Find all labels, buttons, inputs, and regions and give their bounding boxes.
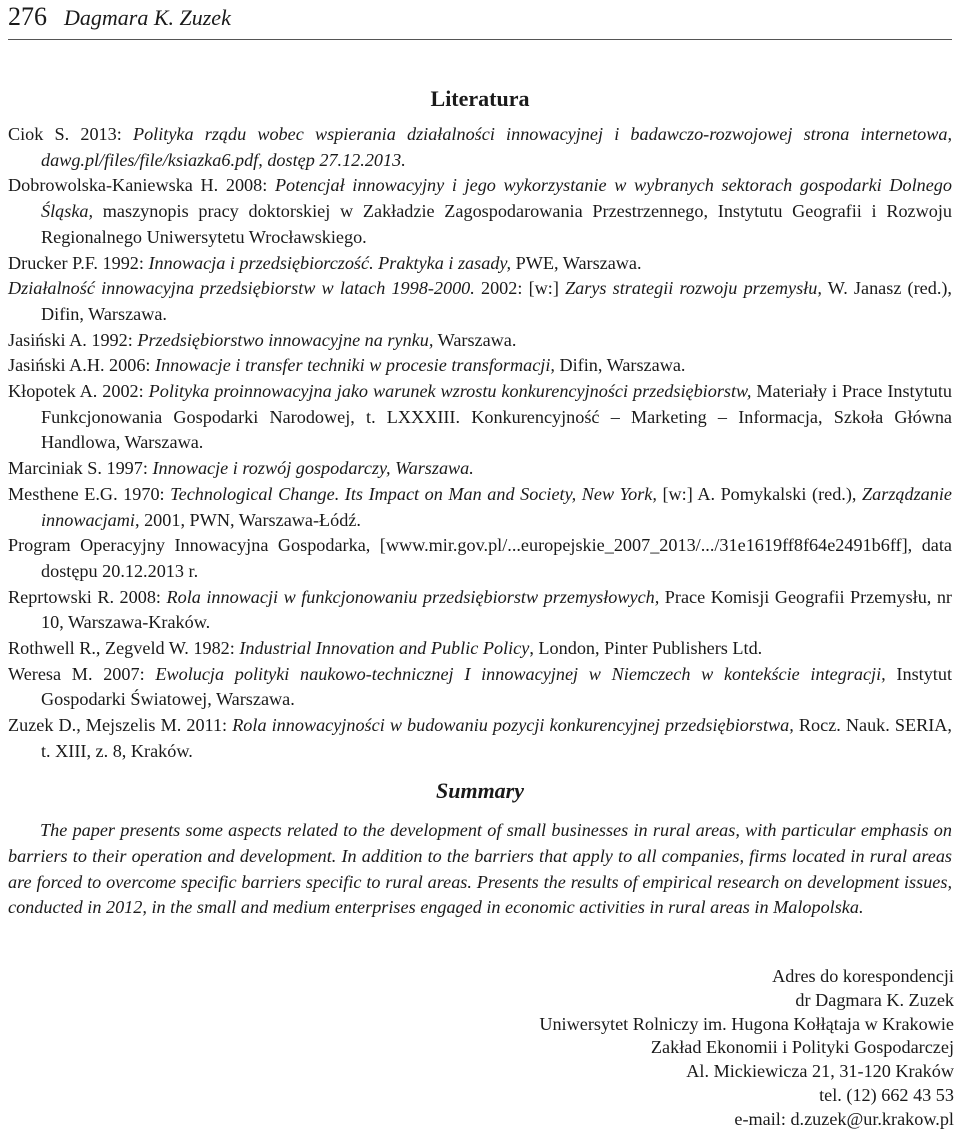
address-street: Al. Mickiewicza 21, 31-120 Kraków	[686, 1061, 954, 1082]
address-name: dr Dagmara K. Zuzek	[795, 989, 954, 1010]
reference-item: Mesthene E.G. 1970: Technological Change. Its Impact on Man and Society, New York, [w:] A. Pomykalski (red.), Zarządzanie innowacjami, 2001, PWN, Warszawa-Łódź.	[8, 483, 952, 530]
address-university: Uniwersytet Rolniczy im. Hugona Kołłątaja w Krakowie	[539, 1013, 954, 1034]
header-rule	[8, 39, 952, 40]
reference-list	[8, 122, 952, 765]
reference-item: Drucker P.F. 1992: Innowacja i przedsiębiorczość. Praktyka i zasady, PWE, Warszawa.	[8, 252, 642, 273]
summary-paragraph: The paper presents some aspects related to the development of small businesses in rural areas, with particular emphasis on barriers to their operation and development. In addition to the barriers that apply to all companies, firms located in rural areas are forced to overcome specific barriers specific to rural areas. Presents the results of empirical research on development issues, conducted in 2012, in the small and medium enterprises engaged in economic activities in rural areas in Malopolska.	[8, 820, 952, 918]
address-heading: Adres do korespondencji	[772, 966, 954, 986]
reference-item: Ciok S. 2013: Polityka rządu wobec wspierania działalności innowacyjnej i badawczo-rozwojowej strona internetowa, dawg.pl/files/file/ksiazka6.pdf, dostęp 27.12.2013.	[8, 124, 952, 170]
reference-item: Marciniak S. 1997: Innowacje i rozwój gospodarczy, Warszawa.	[8, 458, 474, 479]
address-department: Zakład Ekonomii i Polityki Gospodarczej	[650, 1037, 954, 1058]
correspondence-address	[539, 965, 954, 1132]
reference-item: Jasiński A.H. 2006: Innowacje i transfer techniki w procesie transformacji, Difin, Warszawa.	[8, 355, 686, 376]
reference-item: Weresa M. 2007: Ewolucja polityki naukowo-technicznej I innowacyjnej w Niemczech w kontekście integracji, Instytut Gospodarki Światowej, Warszawa.	[8, 663, 952, 710]
reference-item: Jasiński A. 1992: Przedsiębiorstwo innowacyjne na rynku, Warszawa.	[8, 329, 517, 350]
page-number: 276	[8, 2, 47, 31]
address-phone: tel. (12) 662 43 53	[819, 1084, 954, 1105]
reference-item: Dobrowolska-Kaniewska H. 2008: Potencjał innowacyjny i jego wykorzystanie w wybranych sektorach gospodarki Dolnego Śląska, maszynopis pracy doktorskiej w Zakładzie Zagospodarowania Przestrzennego, Instytutu Geografii i Rozwoju Regionalnego Uniwersytetu Wrocławskiego.	[8, 175, 952, 247]
reference-item: Program Operacyjny Innowacyjna Gospodarka, [www.mir.gov.pl/...europejskie_2007_2013/.../31e1619ff8f64e2491b6ff], data dostępu 20.12.2013 r.	[8, 535, 952, 581]
literature-heading: Literatura	[430, 86, 530, 111]
running-author: Dagmara K. Zuzek	[64, 5, 231, 30]
reference-item: Działalność innowacyjna przedsiębiorstw w latach 1998-2000. 2002: [w:] Zarys strategii rozwoju przemysłu, W. Janasz (red.), Difin, Warszawa.	[8, 278, 952, 324]
address-email: e-mail: d.zuzek@ur.krakow.pl	[734, 1108, 954, 1129]
reference-item: Kłopotek A. 2002: Polityka proinnowacyjna jako warunek wzrostu konkurencyjności przedsiębiorstw, Materiały i Prace Instytutu Funkcjonowania Gospodarki Narodowej, t. LXXXIII. Konkurencyjność – Marketing – Informacja, Szkoła Główna Handlowa, Warszawa.	[8, 381, 952, 453]
running-header	[0, 0, 960, 40]
reference-item: Rothwell R., Zegveld W. 1982: Industrial Innovation and Public Policy, London, Pinter Publishers Ltd.	[8, 638, 763, 659]
reference-item: Reprtowski R. 2008: Rola innowacji w funkcjonowaniu przedsiębiorstw przemysłowych, Prace Komisji Geografii Przemysłu, nr 10, Warszawa-Kraków.	[8, 586, 952, 633]
reference-item: Zuzek D., Mejszelis M. 2011: Rola innowacyjności w budowaniu pozycji konkurencyjnej przedsiębiorstwa, Rocz. Nauk. SERIA, t. XIII, z. 8, Kraków.	[8, 715, 952, 761]
summary-heading: Summary	[435, 778, 525, 803]
